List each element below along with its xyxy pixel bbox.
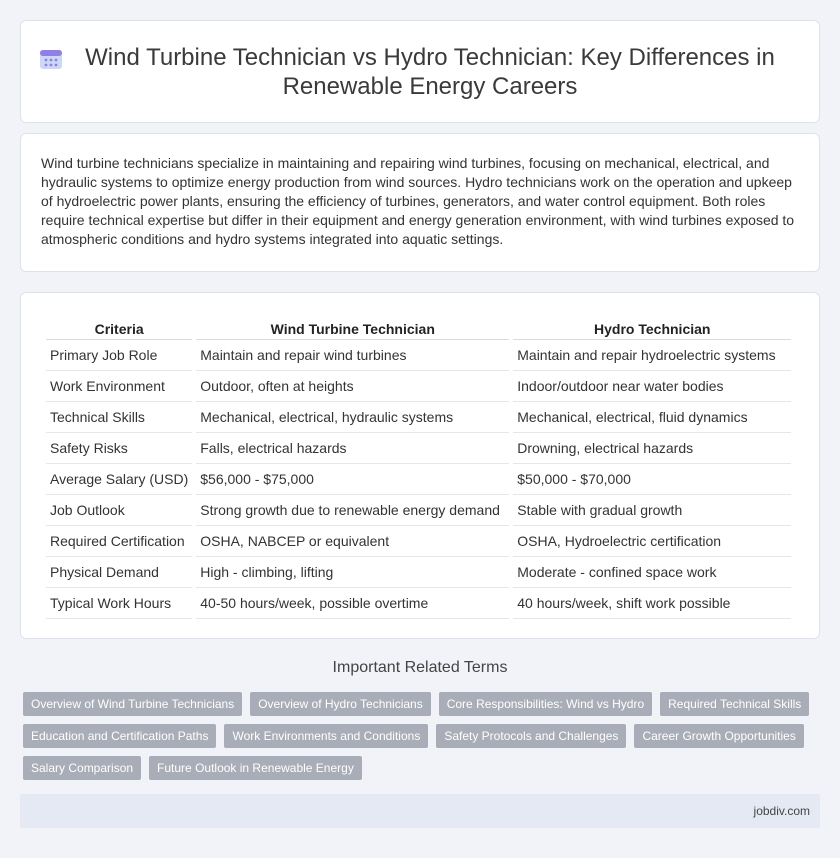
table-cell: 40 hours/week, shift work possible bbox=[513, 588, 791, 619]
table-row bbox=[46, 433, 791, 464]
intro-card bbox=[20, 133, 820, 272]
table-row bbox=[46, 526, 791, 557]
table-row bbox=[46, 402, 791, 433]
header-hydro: Hydro Technician bbox=[513, 313, 791, 340]
tag-link[interactable]: Overview of Hydro Technicians bbox=[250, 692, 431, 716]
comparison-table-card bbox=[20, 292, 820, 639]
tag-row bbox=[23, 756, 823, 780]
header-wind: Wind Turbine Technician bbox=[196, 313, 509, 340]
table-row bbox=[46, 495, 791, 526]
table-cell: Required Certification bbox=[46, 526, 192, 557]
table-cell: Moderate - confined space work bbox=[513, 557, 791, 588]
intro-text: Wind turbine technicians specialize in maintaining and repairing wind turbines, focusing on mechanical, electrical, and hydraulic systems to optimize energy production from wind sources. Hydro technicians work on the operation and upkeep of hydroelectric power plants, ensuring the efficiency of turbines, generators, and water control equipment. Both roles require technical expertise but differ in their equipment and energy generation environment, with wind turbines exposed to atmospheric conditions and hydro systems integrated into aquatic settings. bbox=[41, 155, 795, 247]
table-cell: High - climbing, lifting bbox=[196, 557, 509, 588]
table-cell: Mechanical, electrical, hydraulic systems bbox=[196, 402, 509, 433]
tag-link[interactable]: Education and Certification Paths bbox=[23, 724, 216, 748]
related-terms-tags bbox=[23, 692, 823, 788]
tag-link[interactable]: Salary Comparison bbox=[23, 756, 141, 780]
table-cell: $56,000 - $75,000 bbox=[196, 464, 509, 495]
table-cell: Outdoor, often at heights bbox=[196, 371, 509, 402]
table-cell: Typical Work Hours bbox=[46, 588, 192, 619]
table-cell: Maintain and repair hydroelectric systems bbox=[513, 340, 791, 371]
footer bbox=[20, 794, 820, 828]
tag-link[interactable]: Required Technical Skills bbox=[660, 692, 809, 716]
tag-link[interactable]: Overview of Wind Turbine Technicians bbox=[23, 692, 242, 716]
table-row bbox=[46, 340, 791, 371]
calendar-icon bbox=[39, 48, 63, 70]
header-card bbox=[20, 20, 820, 123]
table-cell: Drowning, electrical hazards bbox=[513, 433, 791, 464]
table-cell: Physical Demand bbox=[46, 557, 192, 588]
table-cell: OSHA, NABCEP or equivalent bbox=[196, 526, 509, 557]
table-cell: $50,000 - $70,000 bbox=[513, 464, 791, 495]
table-cell: Falls, electrical hazards bbox=[196, 433, 509, 464]
related-terms-title: Important Related Terms bbox=[332, 659, 508, 676]
table-cell: Average Salary (USD) bbox=[46, 464, 192, 495]
tag-row bbox=[23, 692, 823, 716]
tag-link[interactable]: Work Environments and Conditions bbox=[224, 724, 428, 748]
table-cell: Strong growth due to renewable energy demand bbox=[196, 495, 509, 526]
tag-link[interactable]: Career Growth Opportunities bbox=[634, 724, 803, 748]
table-cell: Mechanical, electrical, fluid dynamics bbox=[513, 402, 791, 433]
tag-link[interactable]: Core Responsibilities: Wind vs Hydro bbox=[439, 692, 652, 716]
table-cell: Maintain and repair wind turbines bbox=[196, 340, 509, 371]
header-criteria: Criteria bbox=[46, 313, 192, 340]
table-cell: Work Environment bbox=[46, 371, 192, 402]
table-row bbox=[46, 371, 791, 402]
table-row bbox=[46, 464, 791, 495]
table-row bbox=[46, 557, 791, 588]
table-cell: OSHA, Hydroelectric certification bbox=[513, 526, 791, 557]
tag-row bbox=[23, 724, 823, 748]
tag-link[interactable]: Future Outlook in Renewable Energy bbox=[149, 756, 362, 780]
footer-site-link[interactable]: jobdiv.com bbox=[753, 804, 810, 818]
table-cell: Technical Skills bbox=[46, 402, 192, 433]
table-cell: 40-50 hours/week, possible overtime bbox=[196, 588, 509, 619]
table-cell: Primary Job Role bbox=[46, 340, 192, 371]
table-cell: Job Outlook bbox=[46, 495, 192, 526]
page-title: Wind Turbine Technician vs Hydro Technician: Key Differences in Renewable Energy Careers bbox=[85, 44, 775, 100]
table-row bbox=[46, 588, 791, 619]
table-header-row bbox=[46, 313, 791, 340]
tag-link[interactable]: Safety Protocols and Challenges bbox=[436, 724, 626, 748]
table-cell: Safety Risks bbox=[46, 433, 192, 464]
comparison-table bbox=[42, 313, 795, 619]
table-cell: Stable with gradual growth bbox=[513, 495, 791, 526]
table-cell: Indoor/outdoor near water bodies bbox=[513, 371, 791, 402]
